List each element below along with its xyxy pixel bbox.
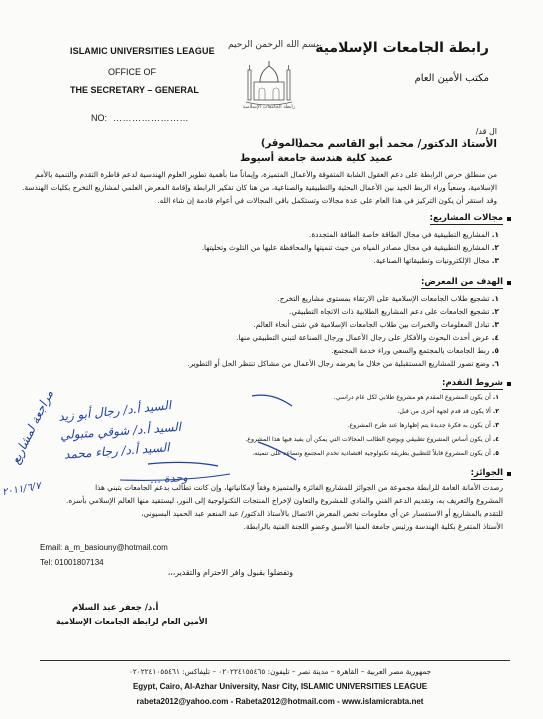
condition-item [348,421,499,431]
en-number-dots: …………………… [113,113,189,123]
prizes-line-3: للتقدم بالمشاريع أو الاستفسار عن أي معلومات تخص المعرض الاتصال بالأستاذ الدكتور/ عبد المنعم عبد الحميد البسيوني، [141,509,503,518]
goal-text: تشجيع الجامعات على دعم المشاريع الطلابية ذات الاتجاه التطبيقي. [289,307,490,316]
prizes-line-1: رصدت الأمانة العامة للرابطة مجموعة من الجوائز للمشاريع الفائزة والمتميزة وفقاً لإمكانياتها، وإن كانت تطالب بدعم الجامعات بتبني هذا [95,483,503,492]
handwritten-side-note: مراجعة لمشاريع [8,387,57,467]
field-number: ٣. [491,256,499,265]
intro-line-3: وقد استقر أن يكون التركيز في هذا العام على عدة مجالات وتستكمل باقي المجالات في أعوام قادمة إن شاء الله. [157,196,497,205]
handwritten-line-2: السيد أ.د/ شوقي متبولي [59,419,182,443]
condition-text: أن يكون المشروع قابلاً للتطبيق بطريقة تكنولوجية اقتصادية تخدم المجتمع وتساعد على تنميته. [252,450,491,457]
goal-item [253,320,499,330]
goal-number: ٢. [491,307,499,316]
intro-line-2: الإسلامية، وسعياً وراء الربط الجيد بين الأعمال البحثية والتطبيقية والصناعية، من هنا كان تفكير الرابطة وإقامة المعرض العلمي لمشاريع التخرج بكليات الهندسة. [22,183,497,192]
conditions-heading: شروط التقدم: [442,378,503,388]
recipient-honorific: (الموقر) [260,138,303,149]
seal-caption: رابطة الجامعات الإسلامية [242,104,296,110]
goal-item [236,333,499,343]
closing-text: وتفضلوا بقبول وافر الاحترام والتقدير،،، [167,568,293,577]
condition-number: ٣. [492,422,499,429]
condition-text: أن يكون المشروع المقدم هو مشروع طلابي لكل عام دراسي. [333,394,491,401]
handwritten-annotation [0,380,300,510]
salutation-label: ال قد/ [475,127,497,136]
handwritten-date: ٢٠١١/٦/٧ [1,480,42,499]
field-text: مجال الإلكترونيات وتطبيقاتها الصناعية. [373,256,490,265]
field-item [309,230,499,240]
goal-number: ٣. [491,320,499,329]
section-bullet [507,472,511,476]
ar-league-title: رابطة الجامعات الإسلامية [315,40,489,56]
goal-item [331,346,499,356]
goal-number: ٦. [491,359,499,368]
basmala: بسم الله الرحمن الرحيم [228,40,319,50]
goal-text: تبادل المعلومات والخبرات بين طلاب الجامعات الإسلامية في شتى أنحاء العالم. [253,320,490,329]
condition-number: ١. [492,394,499,401]
handwritten-line-4: وحدة ... [149,471,188,486]
prizes-line-2: المشروع والتعريف به، وتقديم الدعم الفني والمادي للمشروع والتعاون لإخراج المنتجات التكنولوجية إلى النور، ليستفيد منها العالم الإسلامي بأسره. [66,496,503,505]
condition-item [334,393,499,403]
condition-number: ٤. [492,436,499,443]
field-text: المشاريع التطبيقية في مجال الطاقة خاصة الطاقة المتجددة. [309,230,490,239]
footer-contacts[interactable]: rabeta2012@yahoo.com - Rabeta2012@hotmail.com - www.islamicrabta.net [136,697,424,706]
prizes-heading: الجوائز: [470,468,503,478]
condition-number: ٥. [492,450,499,457]
en-number-label: NO: [91,113,108,123]
contact-phone: Tel: 01001807134 [40,558,104,567]
contact-email[interactable]: Email: a_m_basiouny@hotmail.com [40,543,168,552]
condition-text: ألا يكون قد قدم لجهة أخرى من قبل. [397,408,491,415]
footer-divider [40,660,510,661]
en-office-label: OFFICE OF [108,67,156,77]
goal-text: عرض أحدث البحوث والأفكار على رجال الأعمال ورجال الصناعة لتبني التطبيقي منها. [236,333,490,342]
field-number: ١. [491,230,499,239]
condition-number: ٢. [492,408,499,415]
goal-item [187,359,499,369]
handwritten-line-1: السيد أ.د/ رجال أبو زيد [57,398,172,424]
goal-item [277,294,499,304]
intro-line-1: من منطلق حرص الرابطة على دعم العقول الشابة المتفوقة والأعمال المتميزة، وإيماناً منا بأهمية تطوير العلوم الهندسية لدعم قاطرة التقدم والتنمية بالأمم [35,170,497,179]
field-number: ٢. [491,243,499,252]
handwritten-line-3: السيد أ.د/ رجاء محمد [63,440,170,462]
ar-office-label: مكتب الأمين العام [414,73,489,84]
goal-number: ٤. [491,333,499,342]
section-bullet [507,281,511,285]
field-item [202,243,499,253]
condition-text: أن يكون أساس المشروع تطبيقي ويوضح الطالب المجالات التي يمكن أن يفيد فيها هذا المشروع. [245,436,491,443]
league-seal-logo [240,58,298,118]
goal-number: ٥. [491,346,499,355]
field-item [374,256,499,266]
recipient-name: الأستاذ الدكتور/ محمد أبو القاسم محمد [296,138,497,150]
en-league-title: ISLAMIC UNIVERSITIES LEAGUE [70,46,215,56]
recipient-position: عميد كلية هندسة جامعة أسيوط [240,153,393,164]
fields-heading: مجالات المشاريع: [429,213,503,223]
goal-number: ١. [491,294,499,303]
footer-english-address: Egypt, Cairo, Al-Azhar University, Nasr City, ISLAMIC UNIVERSITIES LEAGUE [132,682,428,691]
en-secretary-label: THE SECRETARY – GENERAL [70,85,199,95]
footer-arabic-address: جمهورية مصر العربية – القاهرة – مدينة نصر – تليفون: ٠٢٠٢٢٤١٥٥٤٦٥ – تليفاكس: ٠٢٠٢٢٤١٠٥٥٤٦١ [128,667,432,676]
goal-text: وضع تصور للمشاريع المستقبلية من خلال ما يعرضه رجال الأعمال من مشاكل تنتظر الحل أو التطوير. [187,359,490,368]
section-bullet [507,382,511,386]
goals-heading: الهدف من المعرض: [420,277,503,287]
section-bullet [507,217,511,221]
goal-text: ربط الجامعات بالمجتمع والسعي وراء خدمة المجتمع. [331,346,490,355]
signatory-title: الأمين العام لرابطة الجامعات الإسلامية [56,617,208,626]
field-text: المشاريع التطبيقية في مجال مصادر المياه من حيث تنميتها والمحافظة عليها من التلوث وتحليتها. [201,243,490,252]
condition-text: أن يكون به فكرة جديدة يتم إظهارها عند طرح المشروع. [347,422,491,429]
prizes-line-4: الأستاذ المتفرغ بكلية الهندسة ورئيس جامعة المنيا الأسبق وعضو اللجنة الفنية بالرابطة. [243,522,503,531]
goal-item [289,307,499,317]
signatory-name: أ.د/ جعفر عبد السلام [72,603,159,613]
goal-text: تشجيع طلاب الجامعات الإسلامية على الارتقاء بمستوى مشاريع التخرج. [277,294,490,303]
condition-item [397,407,499,417]
